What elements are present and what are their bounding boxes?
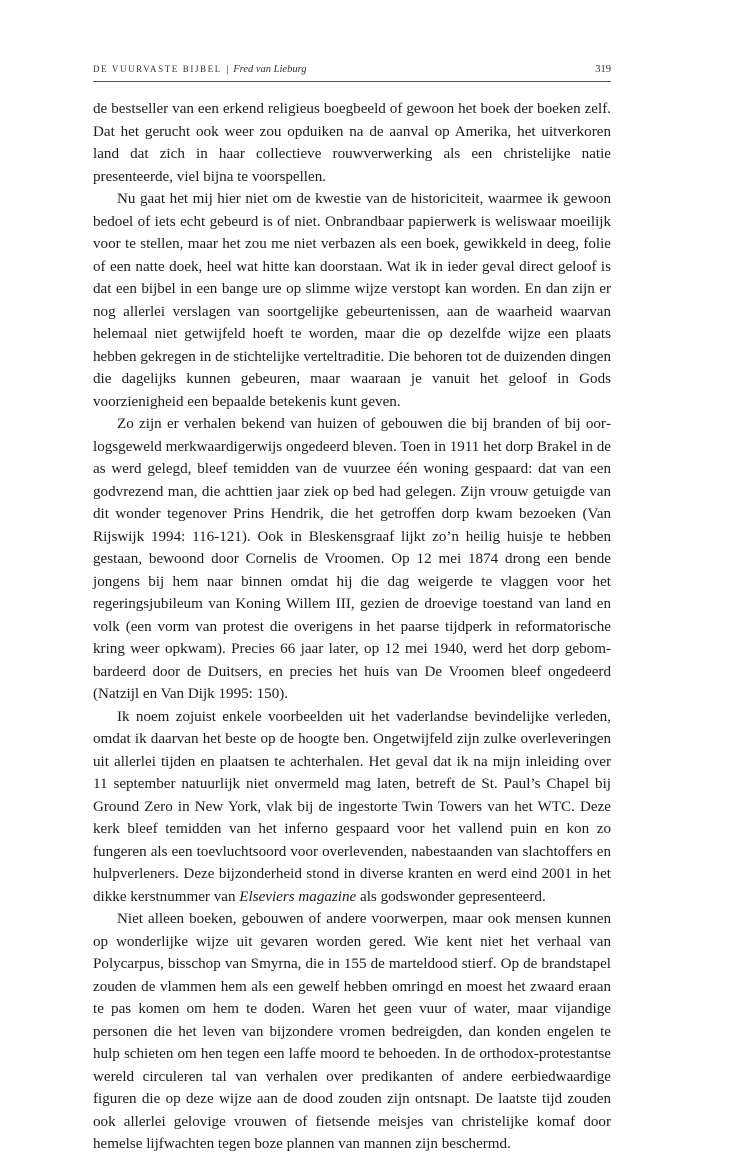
header-rule <box>93 81 611 82</box>
body-text <box>93 98 611 1156</box>
paragraph: Zo zijn er verhalen bekend van huizen of gebouwen die bij branden of bij oorlogsgeweld merkwaardigerwijs ongedeerd bleven. Toen in 1911 het dorp Brakel in de as werd gelegd, bleef temidden van de vuurzee één woning gespaard: dat van een godvrezend man, die achttien jaar ziek op bed had gelegen. Zijn vrouw getuigde van dit wonder tegenover Prins Hendrik, die het getroffen dorp kwam bezoeken (Van Rijswijk 1994: 116-121). Ook in Bleskensgraaf lijkt zo’n heilig huisje te hebben gestaan, bewoond door Cornelis de Vroomen. Op 12 mei 1874 drong een bende jongens bij hem naar binnen omdat hij die dag weigerde te vlaggen voor het regeringsjubileum van Koning Willem III, gezien de droevige toestand van land en volk (een vorm van protest die overigens in het paarse tijdperk in reformatorische kring weer opkwam). Precies 66 jaar later, op 12 mei 1940, werd het dorp gebombardeerd door de Duitsers, en precies het huis van De Vroomen bleef ongedeerd (Natzijl en Van Dijk 1995: 150). <box>93 416 611 702</box>
running-head <box>93 64 611 80</box>
page-number: 319 <box>595 64 611 75</box>
running-head-separator: | <box>226 64 229 75</box>
running-head-left <box>93 64 307 75</box>
paragraph: Niet alleen boeken, gebouwen of andere voorwerpen, maar ook mensen kunnen op wonderlijke wijze uit gevaren worden gered. Wie kent niet het verhaal van Polycarpus, bisschop van Smyrna, die in 155 de marteldood stierf. Op de brandstapel zouden de vlammen hem als een gewelf hebben omringd en moest het zwaard eraan te pas komen om hem te doden. Waren het geen vuur of water, maar vijandige personen die het leven van bijzondere vromen bedreigden, dan konden engelen te hulp schieten om hen tegen een laffe moord te behoeden. In de orthodox-protestantse wereld circuleren tal van verhalen over predikanten of andere eerbiedwaardige figuren die op deze wijze aan de dood zouden zijn ontsnapt. De laatste tijd zouden ook allerlei gelovige vrouwen of fietsende meisjes van christelijke komaf door hemelse lijfwachten tegen boze plannen van mannen zijn beschermd. <box>93 911 611 1152</box>
running-head-title: DE VUURVASTE BIJBEL <box>93 64 222 74</box>
paragraph: Nu gaat het mij hier niet om de kwestie van de historiciteit, waarmee ik gewoon bedoel of iets echt gebeurd is of niet. Onbrandbaar papierwerk is weliswaar moeilijk voor te stellen, maar het zou me niet verbazen als een boek, gewikkeld in deeg, folie of een natte doek, heel wat hitte kan doorstaan. Wat ik in ieder geval direct geloof is dat een bijbel in een bange ure op slimme wijze verstopt kan worden. En dan zijn er nog allerlei verslagen van soortgelijke gebeurtenissen, aan de waarheid waarvan helemaal niet getwijfeld hoeft te worden, maar die op dezelfde wijze een plaats hebben gekregen in de stichtelijke verteltraditie. Die behoren tot de duizenden dingen die dagelijks kunnen gebeuren, maar waaraan je vanuit het geloof in Gods voorzienigheid een bepaalde betekenis kunt geven. <box>93 191 611 410</box>
paragraph: Ik noem zojuist enkele voorbeelden uit het vaderlandse bevindelijke verleden, omdat ik daarvan het beste op de hoogte ben. Ongetwijfeld zijn zulke overleveringen uit allerlei tijden en plaatsen te achterhalen. Het geval dat ik na mijn inleiding over 11 september natuurlijk niet onvermeld mag laten, betreft de St. Paul’s Chapel bij Ground Zero in New York, vlak bij de ingestorte Twin Towers van het WTC. Deze kerk bleef temidden van het inferno gespaard voor het vallend puin en kon zo fungeren als een toevluchtsoord voor overlevenden, nabestaanden van slachtoffers en hulpverleners. Deze bijzonderheid stond in diverse kranten en werd eind 2001 in het dikke kerstnummer van Elseviers magazine als godswonder gepresenteerd. <box>93 708 611 905</box>
italic-title: Elseviers magazine <box>239 888 357 905</box>
paragraph: de bestseller van een erkend religieus boegbeeld of gewoon het boek der boeken zelf. Dat het gerucht ook weer zou opduiken na de aanval op Amerika, het uitverkoren land dat zich in haar collectieve rouwverwerking als een christelijke natie presenteerde, viel bijna te voorspellen. <box>93 101 611 185</box>
running-head-author: Fred van Lieburg <box>233 64 307 75</box>
